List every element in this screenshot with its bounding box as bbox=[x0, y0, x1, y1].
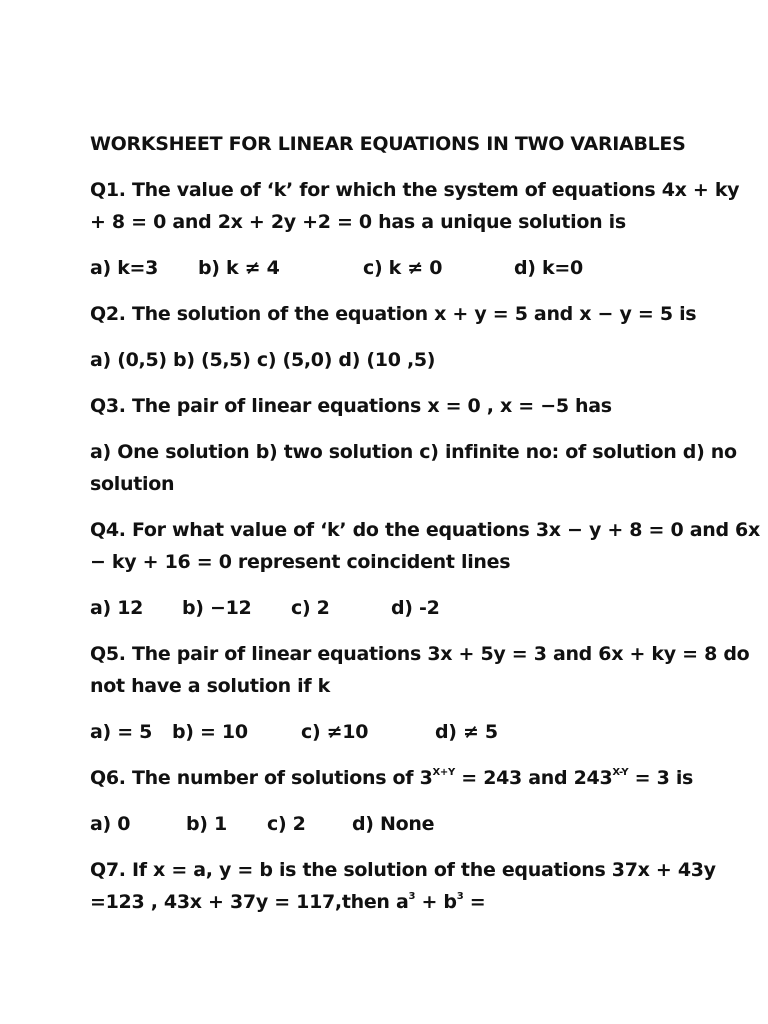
question-text-line bbox=[90, 886, 690, 918]
question-2: Q2. The solution of the equation x + y = 5 and x − y = 5 is bbox=[90, 303, 697, 325]
worksheet-title: WORKSHEET FOR LINEAR EQUATIONS IN TWO VARIABLES bbox=[90, 133, 686, 155]
option-d: d) k=0 bbox=[514, 257, 583, 279]
option-d: d) ≠ 5 bbox=[435, 721, 498, 743]
question-1 bbox=[90, 174, 740, 238]
question-7-prefix: =123 , 43x + 37y = 117,then a bbox=[90, 891, 409, 913]
question-6-prefix: Q6. The number of solutions of 3 bbox=[90, 767, 433, 789]
question-6-suffix: = 3 is bbox=[628, 767, 694, 789]
worksheet-page bbox=[90, 128, 760, 918]
exponent: 3 bbox=[456, 891, 464, 902]
exponent: X-Y bbox=[612, 767, 629, 778]
question-5 bbox=[90, 638, 750, 702]
question-text-line: Q5. The pair of linear equations 3x + 5y = 3 and 6x + ky = 8 do bbox=[90, 643, 750, 665]
question-text-line: + 8 = 0 and 2x + 2y +2 = 0 has a unique solution is bbox=[90, 211, 626, 233]
option-c: c) k ≠ 0 bbox=[363, 257, 443, 279]
option-b: b) = 10 bbox=[172, 721, 248, 743]
question-2-options: a) (0,5) b) (5,5) c) (5,0) d) (10 ,5) bbox=[90, 349, 436, 371]
question-4 bbox=[90, 514, 760, 578]
options-text-line: solution bbox=[90, 473, 175, 495]
question-6-middle: = 243 and 243 bbox=[454, 767, 613, 789]
option-b: b) 1 bbox=[186, 813, 227, 835]
option-c: c) ≠10 bbox=[301, 721, 369, 743]
question-text-line: Q4. For what value of ‘k’ do the equations 3x − y + 8 = 0 and 6x bbox=[90, 519, 760, 541]
question-3: Q3. The pair of linear equations x = 0 , x = −5 has bbox=[90, 395, 612, 417]
question-3-options bbox=[90, 436, 737, 500]
question-text-line: Q7. If x = a, y = b is the solution of the equations 37x + 43y bbox=[90, 859, 716, 881]
question-7 bbox=[90, 854, 716, 918]
option-d: d) None bbox=[352, 813, 435, 835]
option-d: d) -2 bbox=[391, 597, 440, 619]
option-a: a) 12 bbox=[90, 597, 144, 619]
option-b: b) −12 bbox=[182, 597, 252, 619]
question-6 bbox=[90, 762, 694, 794]
option-a: a) = 5 bbox=[90, 721, 153, 743]
option-c: c) 2 bbox=[267, 813, 306, 835]
question-5-options bbox=[90, 716, 690, 748]
question-text-line: Q1. The value of ‘k’ for which the system of equations 4x + ky bbox=[90, 179, 740, 201]
exponent: 3 bbox=[408, 891, 416, 902]
option-b: b) k ≠ 4 bbox=[198, 257, 280, 279]
question-text-line: − ky + 16 = 0 represent coincident lines bbox=[90, 551, 511, 573]
question-1-options bbox=[90, 252, 690, 284]
option-c: c) 2 bbox=[291, 597, 330, 619]
question-4-options bbox=[90, 592, 690, 624]
question-text-line: not have a solution if k bbox=[90, 675, 330, 697]
option-a: a) k=3 bbox=[90, 257, 159, 279]
question-7-suffix: = bbox=[463, 891, 486, 913]
question-6-options bbox=[90, 808, 690, 840]
exponent: X+Y bbox=[432, 767, 455, 778]
question-7-middle: + b bbox=[415, 891, 457, 913]
option-a: a) 0 bbox=[90, 813, 131, 835]
options-text-line: a) One solution b) two solution c) infinite no: of solution d) no bbox=[90, 441, 737, 463]
